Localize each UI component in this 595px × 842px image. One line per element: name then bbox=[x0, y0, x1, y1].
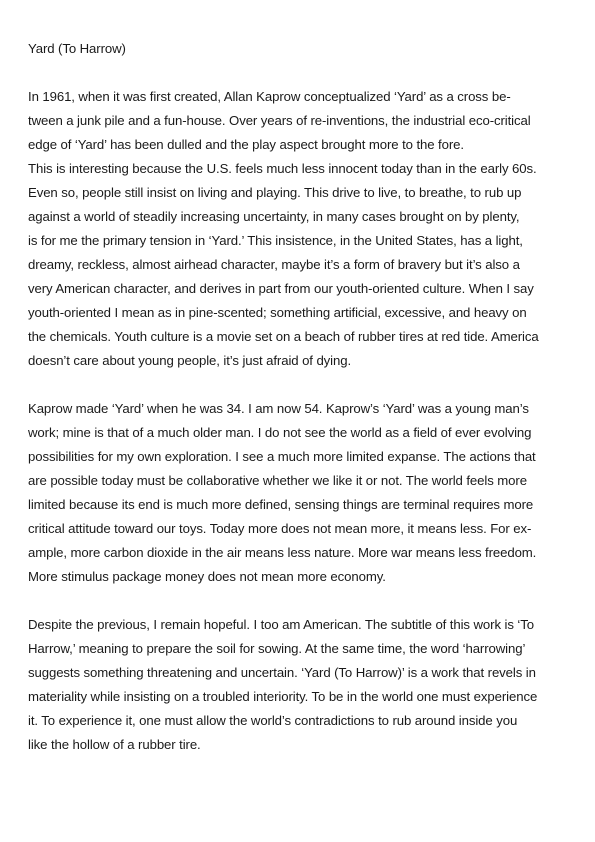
text-line: suggests something threatening and uncertain. ‘Yard (To Harrow)’ is a work that revels in bbox=[28, 665, 536, 680]
text-line: limited because its end is much more defined, sensing things are terminal requires more bbox=[28, 497, 534, 512]
text-line: This is interesting because the U.S. feels much less innocent today than in the early 60s. bbox=[28, 161, 537, 176]
text-line: Despite the previous, I remain hopeful. I too am American. The subtitle of this work is ‘To bbox=[28, 617, 534, 632]
text-line: ample, more carbon dioxide in the air means less nature. More war means less freedom. bbox=[28, 545, 537, 560]
text-line: More stimulus package money does not mean more economy. bbox=[28, 569, 386, 584]
document-page bbox=[28, 37, 568, 781]
text-line: edge of ‘Yard’ has been dulled and the play aspect brought more to the fore. bbox=[28, 137, 464, 152]
text-line: tween a junk pile and a fun-house. Over years of re-inventions, the industrial eco-critical bbox=[28, 113, 531, 128]
text-line: work; mine is that of a much older man. I do not see the world as a field of ever evolving bbox=[28, 425, 532, 440]
text-line: very American character, and derives in part from our youth-oriented culture. When I say bbox=[28, 281, 534, 296]
text-line: is for me the primary tension in ‘Yard.’ This insistence, in the United States, has a light, bbox=[28, 233, 523, 248]
text-line: materiality while insisting on a troubled interiority. To be in the world one must experience bbox=[28, 689, 538, 704]
text-line: Harrow,’ meaning to prepare the soil for sowing. At the same time, the word ‘harrowing’ bbox=[28, 641, 526, 656]
text-line: are possible today must be collaborative whether we like it or not. The world feels more bbox=[28, 473, 527, 488]
paragraph-1 bbox=[28, 85, 568, 373]
text-line: dreamy, reckless, almost airhead character, maybe it’s a form of bravery but it’s also a bbox=[28, 257, 520, 272]
paragraph-2 bbox=[28, 397, 568, 589]
text-line: it. To experience it, one must allow the world’s contradictions to rub around inside you bbox=[28, 713, 518, 728]
text-line: Even so, people still insist on living and playing. This drive to live, to breathe, to rub up bbox=[28, 185, 522, 200]
text-line: like the hollow of a rubber tire. bbox=[28, 737, 201, 752]
text-line: Kaprow made ‘Yard’ when he was 34. I am now 54. Kaprow’s ‘Yard’ was a young man’s bbox=[28, 401, 529, 416]
text-line: doesn’t care about young people, it’s just afraid of dying. bbox=[28, 353, 352, 368]
text-line: the chemicals. Youth culture is a movie set on a beach of rubber tires at red tide. America bbox=[28, 329, 539, 344]
text-line: against a world of steadily increasing uncertainty, in many cases brought on by plenty, bbox=[28, 209, 520, 224]
text-line: youth-oriented I mean as in pine-scented; something artificial, excessive, and heavy on bbox=[28, 305, 527, 320]
document-title: Yard (To Harrow) bbox=[28, 41, 126, 56]
text-line: possibilities for my own exploration. I see a much more limited expanse. The actions that bbox=[28, 449, 536, 464]
text-line: critical attitude toward our toys. Today more does not mean more, it means less. For ex- bbox=[28, 521, 532, 536]
text-line: In 1961, when it was first created, Allan Kaprow conceptualized ‘Yard’ as a cross be- bbox=[28, 89, 511, 104]
paragraph-3 bbox=[28, 613, 568, 757]
